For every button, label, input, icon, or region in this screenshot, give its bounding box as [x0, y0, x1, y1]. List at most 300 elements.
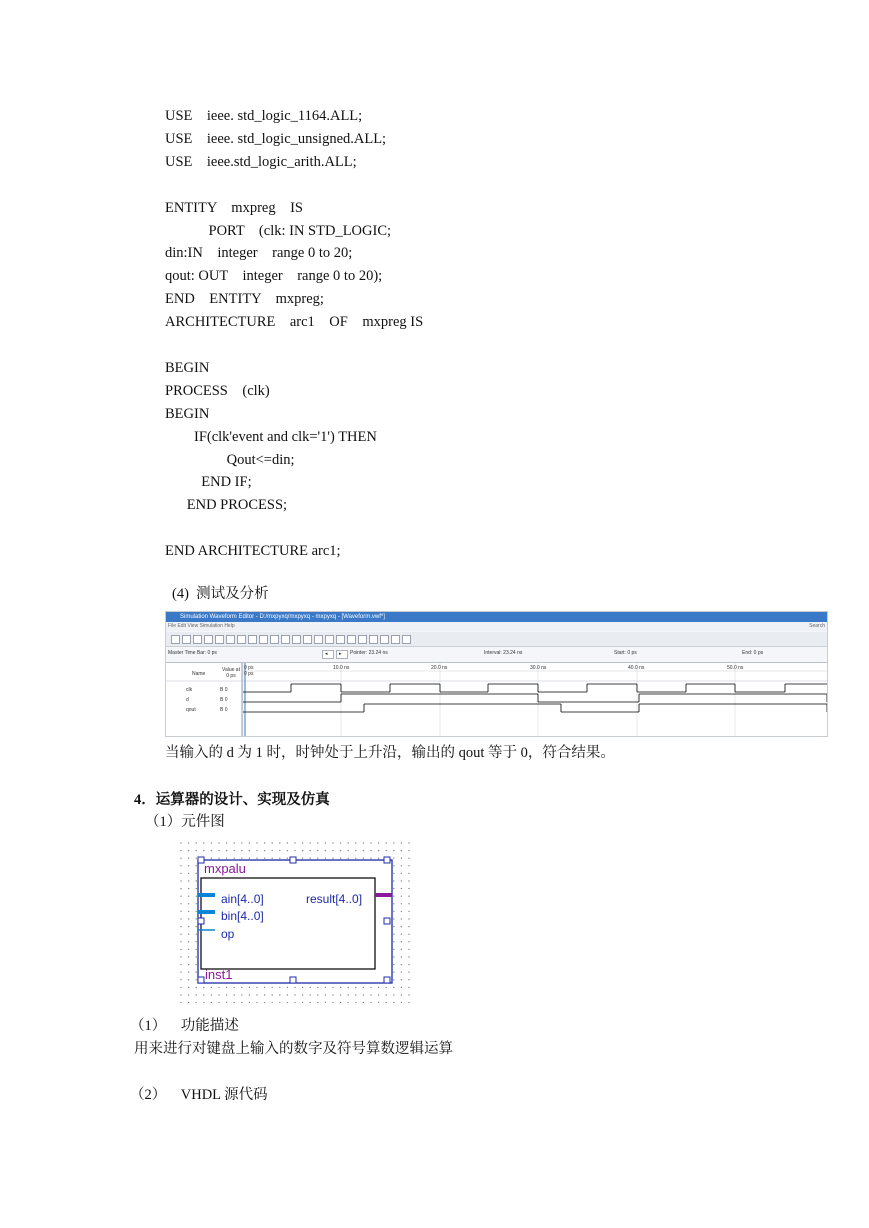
grid-dot: [340, 1002, 341, 1003]
grid-dot: [218, 850, 219, 851]
grid-dot: [188, 972, 189, 973]
grid-dot: [287, 994, 288, 995]
grid-dot: [393, 911, 394, 912]
grid-dot: [408, 979, 409, 980]
grid-dot: [196, 896, 197, 897]
grid-dot: [378, 994, 379, 995]
grid-dot: [317, 994, 318, 995]
grid-dot: [393, 1002, 394, 1003]
grid-dot: [279, 842, 280, 843]
grid-dot: [401, 979, 402, 980]
grid-dot: [188, 956, 189, 957]
toolbar-button[interactable]: [325, 635, 334, 644]
grid-dot: [203, 987, 204, 988]
grid-dot: [386, 987, 387, 988]
grid-dot: [325, 850, 326, 851]
grid-dot: [332, 994, 333, 995]
function-text: 用来进行对键盘上输入的数字及符号算数逻辑运算: [134, 1041, 453, 1057]
grid-dot: [264, 987, 265, 988]
grid-dot: [279, 987, 280, 988]
grid-dot: [287, 858, 288, 859]
grid-dot: [272, 858, 273, 859]
grid-dot: [408, 926, 409, 927]
grid-dot: [401, 842, 402, 843]
grid-dot: [188, 896, 189, 897]
code-line: PORT (clk: IN STD_LOGIC;: [165, 222, 392, 239]
code-line: USE ieee. std_logic_1164.ALL;: [165, 108, 363, 124]
grid-dot: [279, 1002, 280, 1003]
code-line: END ENTITY mxpreg;: [165, 291, 324, 308]
grid-dot: [196, 994, 197, 995]
waveform-search[interactable]: Search: [809, 623, 825, 629]
toolbar-button[interactable]: [182, 635, 191, 644]
grid-dot: [386, 1002, 387, 1003]
grid-dot: [226, 987, 227, 988]
tick-20: 20.0 ns: [431, 665, 448, 671]
code-line: ENTITY mxpreg IS: [165, 199, 303, 216]
grid-dot: [249, 1002, 250, 1003]
toolbar-button[interactable]: [292, 635, 301, 644]
grid-dot: [310, 987, 311, 988]
analysis-text: 当输入的 d 为 1 时，时钟处于上升沿，输出的 qout 等于 0，符合结果。: [165, 745, 615, 761]
grid-dot: [196, 873, 197, 874]
grid-dot: [226, 858, 227, 859]
code-line: PROCESS (clk): [165, 382, 270, 399]
end-readout: End: 0 ps: [742, 650, 764, 656]
grid-dot: [234, 1002, 235, 1003]
grid-dot: [188, 850, 189, 851]
grid-dot: [294, 987, 295, 988]
grid-dot: [401, 888, 402, 889]
grid-dot: [196, 979, 197, 980]
grid-dot: [211, 1002, 212, 1003]
grid-dot: [302, 842, 303, 843]
waveform-title: Simulation Waveform Editor - D:/mxpyxq/mxpyxq - mxpyxq - [Waveform.vwf*]: [180, 614, 385, 620]
grid-dot: [196, 850, 197, 851]
grid-dot: [272, 994, 273, 995]
grid-dot: [226, 994, 227, 995]
grid-dot: [393, 888, 394, 889]
grid-dot: [393, 903, 394, 904]
grid-dot: [393, 964, 394, 965]
grid-dot: [408, 934, 409, 935]
signal-name-d[interactable]: d: [186, 697, 189, 703]
grid-dot: [188, 888, 189, 889]
grid-dot: [355, 858, 356, 859]
waveform-timebar: [166, 648, 827, 659]
waveform-menu[interactable]: File Edit View Simulation Help: [168, 623, 235, 629]
waveform-grid: [166, 662, 827, 737]
grid-dot: [408, 865, 409, 866]
grid-dot: [386, 994, 387, 995]
grid-dot: [401, 949, 402, 950]
grid-dot: [310, 858, 311, 859]
function-heading: （1） 功能描述: [130, 1018, 239, 1034]
grid-dot: [188, 873, 189, 874]
grid-dot: [188, 941, 189, 942]
grid-dot: [408, 941, 409, 942]
grid-dot: [378, 842, 379, 843]
toolbar-button[interactable]: [237, 635, 246, 644]
grid-dot: [401, 896, 402, 897]
port-op: op: [221, 927, 235, 941]
pointer-readout: Pointer: 23.24 ns: [350, 650, 388, 656]
handle-left[interactable]: [198, 918, 204, 924]
grid-dot: [180, 903, 181, 904]
grid-dot: [279, 858, 280, 859]
grid-dot: [211, 994, 212, 995]
grid-dot: [211, 858, 212, 859]
grid-dot: [256, 994, 257, 995]
interval-readout: Interval: 23.24 ns: [484, 650, 523, 656]
pointer-label: 0 ps: [244, 671, 254, 677]
grid-dot: [256, 987, 257, 988]
grid-dot: [294, 842, 295, 843]
grid-dot: [393, 926, 394, 927]
signal-value-qout: B 0: [220, 707, 228, 713]
grid-dot: [234, 842, 235, 843]
grid-dot: [393, 865, 394, 866]
grid-dot: [180, 949, 181, 950]
grid-dot: [302, 858, 303, 859]
grid-dot: [196, 842, 197, 843]
grid-dot: [188, 1002, 189, 1003]
grid-dot: [408, 858, 409, 859]
grid-dot: [241, 850, 242, 851]
grid-dot: [180, 972, 181, 973]
grid-dot: [287, 1002, 288, 1003]
grid-dot: [180, 1002, 181, 1003]
grid-dot: [401, 880, 402, 881]
grid-dot: [408, 911, 409, 912]
grid-dot: [408, 873, 409, 874]
toolbar-button[interactable]: [391, 635, 400, 644]
grid-dot: [363, 858, 364, 859]
grid-dot: [196, 903, 197, 904]
grid-dot: [196, 941, 197, 942]
grid-dot: [188, 903, 189, 904]
code-line: din:IN integer range 0 to 20;: [165, 245, 353, 262]
grid-dot: [188, 994, 189, 995]
grid-dot: [317, 858, 318, 859]
grid-dot: [180, 858, 181, 859]
grid-dot: [401, 918, 402, 919]
grid-dot: [188, 842, 189, 843]
grid-dot: [249, 850, 250, 851]
grid-dot: [264, 842, 265, 843]
waveform-titlebar: [166, 612, 827, 622]
grid-dot: [256, 1002, 257, 1003]
grid-dot: [393, 880, 394, 881]
grid-dot: [196, 880, 197, 881]
toolbar-button[interactable]: [303, 635, 312, 644]
grid-dot: [386, 842, 387, 843]
toolbar-button[interactable]: [314, 635, 323, 644]
tick-10: 10.0 ns: [333, 665, 350, 671]
grid-dot: [188, 987, 189, 988]
grid-dot: [317, 1002, 318, 1003]
grid-dot: [332, 850, 333, 851]
handle-bottom-right[interactable]: [384, 977, 390, 983]
grid-dot: [317, 842, 318, 843]
port-result: result[4..0]: [306, 892, 363, 906]
grid-dot: [180, 934, 181, 935]
grid-dot: [234, 987, 235, 988]
grid-dot: [332, 987, 333, 988]
section-4-heading: 4．运算器的设计、实现及仿真: [134, 792, 330, 808]
grid-dot: [294, 850, 295, 851]
grid-dot: [196, 858, 197, 859]
grid-dot: [188, 964, 189, 965]
grid-dot: [180, 918, 181, 919]
code-line: USE ieee. std_logic_unsigned.ALL;: [165, 130, 387, 147]
grid-dot: [370, 987, 371, 988]
code-line: BEGIN: [165, 405, 210, 422]
toolbar-button[interactable]: [226, 635, 235, 644]
grid-dot: [378, 987, 379, 988]
grid-dot: [340, 850, 341, 851]
grid-dot: [196, 911, 197, 912]
master-time-bar: Master Time Bar: 0 ps: [168, 650, 217, 656]
toolbar-button[interactable]: [380, 635, 389, 644]
grid-dot: [393, 850, 394, 851]
grid-dot: [332, 1002, 333, 1003]
grid-dot: [363, 994, 364, 995]
grid-dot: [211, 850, 212, 851]
grid-dot: [279, 994, 280, 995]
grid-dot: [180, 888, 181, 889]
grid-dot: [378, 858, 379, 859]
grid-dot: [196, 987, 197, 988]
grid-dot: [218, 842, 219, 843]
tick-50: 50.0 ns: [727, 665, 744, 671]
grid-dot: [401, 972, 402, 973]
grid-dot: [310, 1002, 311, 1003]
grid-dot: [393, 858, 394, 859]
signal-value-d: B 0: [220, 697, 228, 703]
grid-dot: [264, 1002, 265, 1003]
grid-dot: [408, 918, 409, 919]
grid-dot: [325, 1002, 326, 1003]
toolbar-button[interactable]: [204, 635, 213, 644]
grid-dot: [310, 842, 311, 843]
start-readout: Start: 0 ps: [614, 650, 637, 656]
code-line: END ARCHITECTURE arc1;: [165, 543, 341, 560]
toolbar-button[interactable]: [369, 635, 378, 644]
grid-dot: [378, 850, 379, 851]
grid-dot: [234, 858, 235, 859]
grid-dot: [370, 842, 371, 843]
handle-top[interactable]: [290, 857, 296, 863]
grid-dot: [272, 1002, 273, 1003]
grid-dot: [264, 850, 265, 851]
grid-dot: [355, 987, 356, 988]
grid-dot: [180, 911, 181, 912]
grid-dot: [196, 926, 197, 927]
grid-dot: [234, 994, 235, 995]
grid-dot: [256, 842, 257, 843]
waveform-menubar: [166, 622, 827, 631]
code-line: IF(clk'event and clk='1') THEN: [165, 428, 377, 445]
col-value-header: Value at 0 ps: [222, 667, 240, 679]
grid-dot: [408, 994, 409, 995]
grid-dot: [226, 842, 227, 843]
grid-dot: [241, 842, 242, 843]
grid-dot: [203, 1002, 204, 1003]
code-line: USE ieee.std_logic_arith.ALL;: [165, 153, 357, 170]
grid-dot: [370, 1002, 371, 1003]
grid-dot: [408, 972, 409, 973]
signal-value-clk: B 0: [220, 687, 228, 693]
grid-dot: [393, 934, 394, 935]
grid-dot: [370, 850, 371, 851]
waveform-svg: [166, 663, 827, 737]
grid-dot: [302, 987, 303, 988]
col-name-header: Name: [192, 671, 206, 677]
waveform-toolbar: [166, 632, 827, 647]
toolbar-button[interactable]: [270, 635, 279, 644]
grid-dot: [249, 987, 250, 988]
grid-dot: [408, 896, 409, 897]
grid-dot: [325, 994, 326, 995]
grid-dot: [180, 850, 181, 851]
grid-dot: [393, 987, 394, 988]
grid-dot: [355, 994, 356, 995]
grid-dot: [180, 956, 181, 957]
grid-dot: [401, 987, 402, 988]
grid-dot: [188, 911, 189, 912]
grid-dot: [393, 949, 394, 950]
grid-dot: [408, 964, 409, 965]
grid-dot: [180, 873, 181, 874]
grid-dot: [408, 987, 409, 988]
waveform-screenshot: [165, 611, 828, 737]
grid-dot: [264, 858, 265, 859]
toolbar-button[interactable]: [281, 635, 290, 644]
prev-button[interactable]: ◂: [322, 650, 334, 659]
grid-dot: [196, 1002, 197, 1003]
grid-dot: [203, 842, 204, 843]
grid-dot: [272, 987, 273, 988]
grid-dot: [211, 987, 212, 988]
grid-dot: [249, 842, 250, 843]
toolbar-button[interactable]: [193, 635, 202, 644]
grid-dot: [378, 1002, 379, 1003]
grid-dot: [241, 987, 242, 988]
code-line: BEGIN: [165, 359, 210, 376]
grid-dot: [180, 987, 181, 988]
grid-dot: [401, 964, 402, 965]
grid-dot: [393, 956, 394, 957]
mxpalu-symbol: [178, 840, 413, 1003]
grid-dot: [180, 994, 181, 995]
grid-dot: [302, 1002, 303, 1003]
grid-dot: [348, 994, 349, 995]
grid-dot: [332, 842, 333, 843]
code-line: Qout<=din;: [165, 451, 295, 468]
signal-name-clk[interactable]: clk: [186, 687, 193, 693]
grid-dot: [302, 850, 303, 851]
grid-dot: [355, 850, 356, 851]
grid-dot: [363, 842, 364, 843]
grid-dot: [393, 979, 394, 980]
grid-dot: [401, 903, 402, 904]
handle-bottom-left[interactable]: [198, 977, 204, 983]
grid-dot: [279, 850, 280, 851]
grid-dot: [363, 987, 364, 988]
grid-dot: [348, 850, 349, 851]
toolbar-button[interactable]: [347, 635, 356, 644]
grid-dot: [256, 858, 257, 859]
grid-dot: [218, 994, 219, 995]
grid-dot: [408, 903, 409, 904]
grid-dot: [188, 858, 189, 859]
grid-dot: [188, 934, 189, 935]
signal-name-qout[interactable]: qout: [186, 707, 196, 713]
handle-bottom[interactable]: [290, 977, 296, 983]
grid-dot: [340, 987, 341, 988]
grid-dot: [294, 994, 295, 995]
grid-dot: [249, 858, 250, 859]
grid-dot: [188, 918, 189, 919]
grid-dot: [218, 987, 219, 988]
grid-dot: [393, 941, 394, 942]
grid-dot: [408, 949, 409, 950]
toolbar-button[interactable]: [402, 635, 411, 644]
grid-dot: [355, 842, 356, 843]
grid-dot: [408, 850, 409, 851]
grid-dot: [310, 994, 311, 995]
grid-dot: [370, 994, 371, 995]
grid-dot: [348, 1002, 349, 1003]
grid-dot: [348, 842, 349, 843]
grid-dot: [180, 979, 181, 980]
grid-dot: [401, 850, 402, 851]
grid-dot: [348, 987, 349, 988]
grid-dot: [196, 956, 197, 957]
grid-dot: [196, 918, 197, 919]
grid-dot: [401, 1002, 402, 1003]
toolbar-button[interactable]: [248, 635, 257, 644]
grid-dot: [363, 850, 364, 851]
grid-dot: [340, 994, 341, 995]
grid-dot: [188, 880, 189, 881]
next-button[interactable]: ▸: [336, 650, 348, 659]
grid-dot: [180, 865, 181, 866]
grid-dot: [408, 956, 409, 957]
grid-dot: [188, 979, 189, 980]
handle-right[interactable]: [384, 918, 390, 924]
toolbar-button[interactable]: [171, 635, 180, 644]
grid-dot: [226, 850, 227, 851]
toolbar-button[interactable]: [358, 635, 367, 644]
grid-dot: [355, 1002, 356, 1003]
toolbar-button[interactable]: [259, 635, 268, 644]
component-heading: （1）元件图: [145, 814, 225, 830]
grid-dot: [234, 850, 235, 851]
grid-dot: [317, 850, 318, 851]
handle-top-right[interactable]: [384, 857, 390, 863]
grid-dot: [180, 842, 181, 843]
grid-dot: [241, 858, 242, 859]
grid-dot: [203, 994, 204, 995]
toolbar-button[interactable]: [336, 635, 345, 644]
vhdl-heading: （2） VHDL 源代码: [130, 1087, 268, 1103]
section-test-heading: (4) 测试及分析: [172, 586, 269, 602]
grid-dot: [226, 1002, 227, 1003]
grid-dot: [241, 1002, 242, 1003]
toolbar-button[interactable]: [215, 635, 224, 644]
